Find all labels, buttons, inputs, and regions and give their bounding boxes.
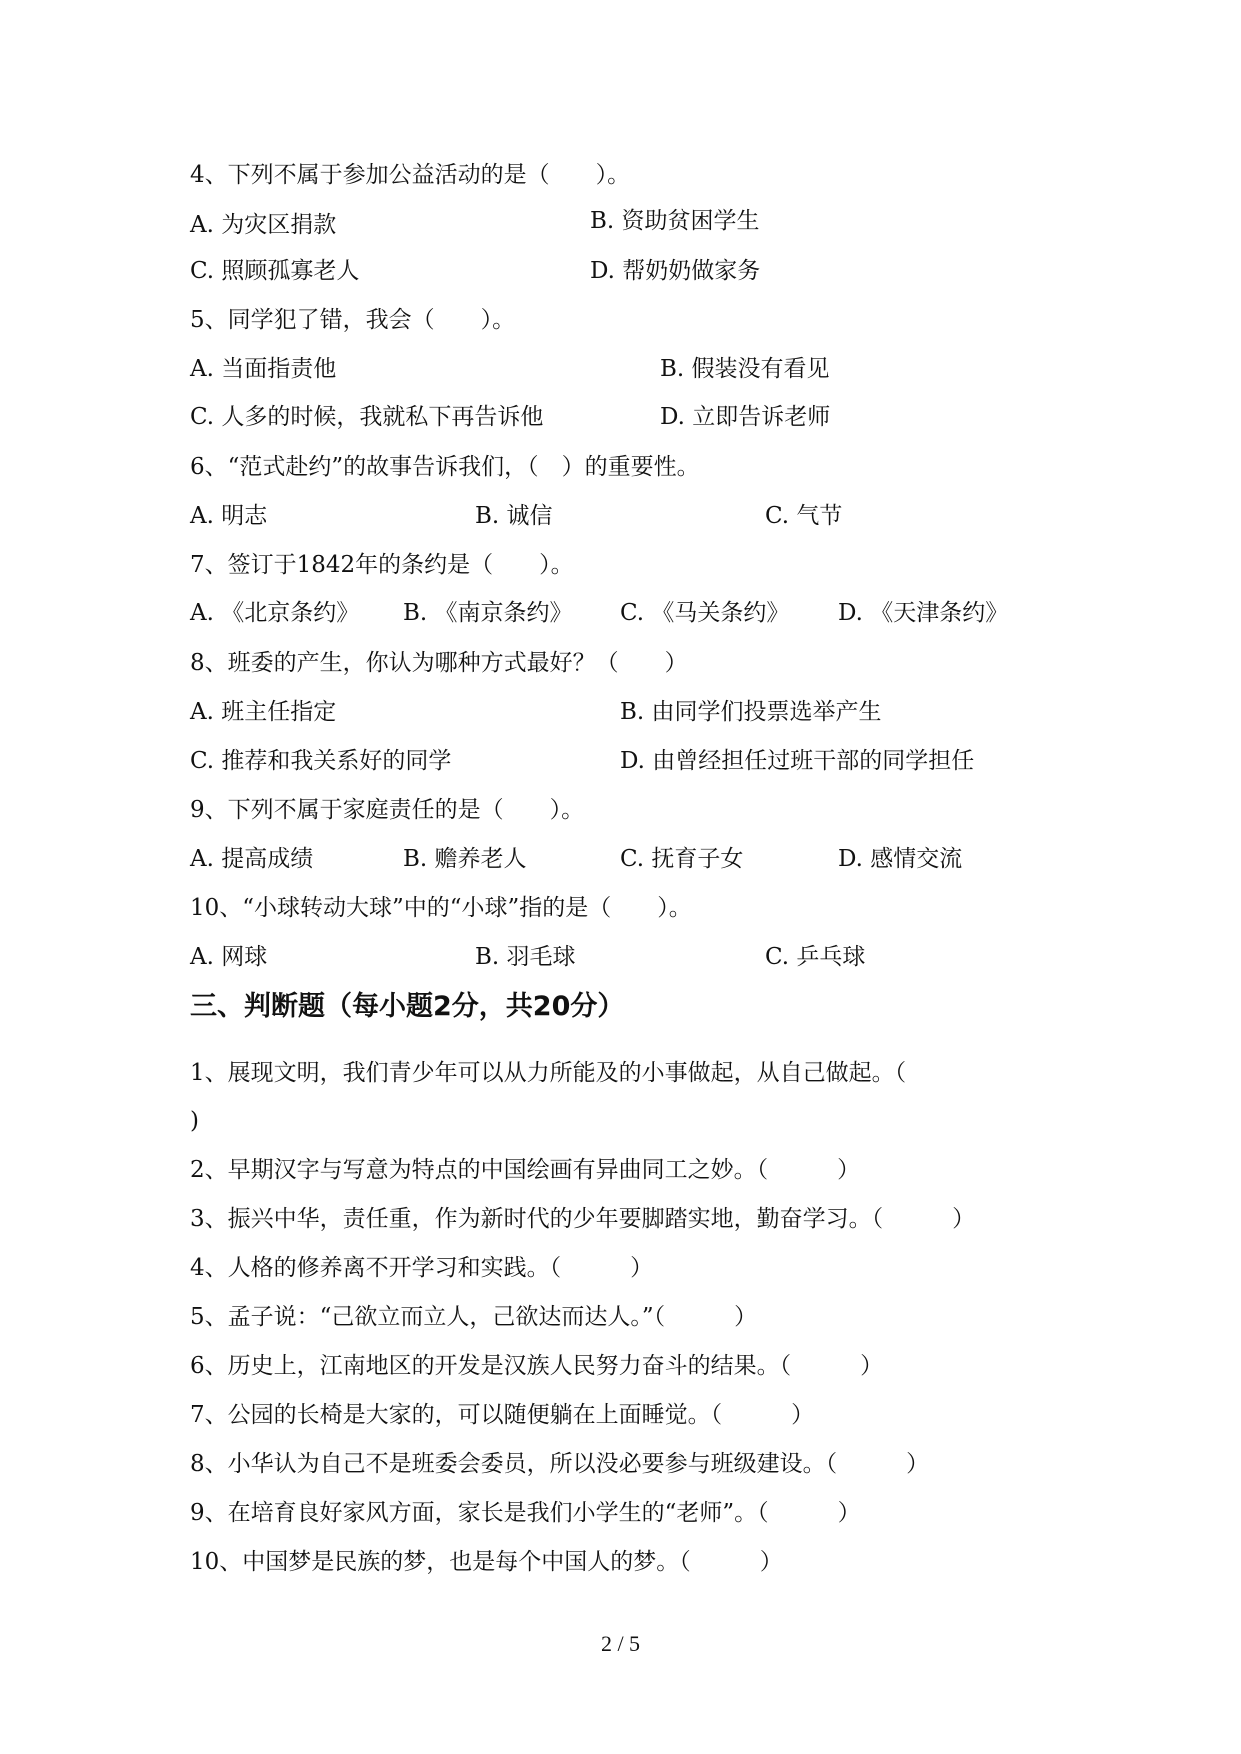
page-number: 2 / 5 xyxy=(600,1631,641,1656)
option: D. 帮奶奶做家务 xyxy=(590,258,761,284)
option: B. 资助贫困学生 xyxy=(590,208,760,234)
judgment-item: 3、振兴中华，责任重，作为新时代的少年要脚踏实地，勤奋学习。（ ） xyxy=(190,1206,976,1232)
option: A. 班主任指定 xyxy=(190,699,337,725)
question-stem: 5、同学犯了错，我会（ ）。 xyxy=(190,307,516,333)
judgment-item: 6、历史上，江南地区的开发是汉族人民努力奋斗的结果。（ ） xyxy=(190,1353,884,1379)
option: D. 感情交流 xyxy=(838,846,963,872)
option: C. 乒乓球 xyxy=(765,944,866,970)
judgment-item: 4、人格的修养离不开学习和实践。（ ） xyxy=(190,1255,654,1281)
option: B. 《南京条约》 xyxy=(403,600,573,626)
option: B. 羽毛球 xyxy=(475,944,576,970)
option: C. 气节 xyxy=(765,503,843,529)
option: D. 《天津条约》 xyxy=(838,600,1009,626)
option: D. 立即告诉老师 xyxy=(660,404,831,430)
option: D. 由曾经担任过班干部的同学担任 xyxy=(620,748,975,774)
question-stem: 10、“小球转动大球”中的“小球”指的是（ ）。 xyxy=(190,895,692,921)
judgment-item-continuation: ) xyxy=(190,1108,199,1134)
judgment-item: 7、公园的长椅是大家的，可以随便躺在上面睡觉。（ ） xyxy=(190,1402,815,1428)
judgment-item: 9、在培育良好家风方面，家长是我们小学生的“老师”。（ ） xyxy=(190,1500,861,1526)
option: A. 提高成绩 xyxy=(190,846,314,872)
judgment-item: 1、展现文明，我们青少年可以从力所能及的小事做起，从自己做起。（ xyxy=(190,1060,907,1086)
judgment-item: 8、小华认为自己不是班委会委员，所以没必要参与班级建设。（ ） xyxy=(190,1451,930,1477)
option: B. 诚信 xyxy=(475,503,553,529)
option: B. 赡养老人 xyxy=(403,846,527,872)
option: A. 当面指责他 xyxy=(190,356,337,382)
option: A. 明志 xyxy=(190,503,268,529)
question-stem: 8、班委的产生，你认为哪种方式最好？（ ） xyxy=(190,650,688,676)
option: B. 假装没有看见 xyxy=(660,356,830,382)
question-stem: 7、签订于1842年的条约是（ ）。 xyxy=(190,552,574,578)
judgment-item: 10、中国梦是民族的梦，也是每个中国人的梦。（ ） xyxy=(190,1549,783,1575)
option: B. 由同学们投票选举产生 xyxy=(620,699,882,725)
option: A. 为灾区捐款 xyxy=(190,212,337,238)
option: C. 推荐和我关系好的同学 xyxy=(190,748,452,774)
option: C. 《马关条约》 xyxy=(620,600,790,626)
option: C. 人多的时候，我就私下再告诉他 xyxy=(190,404,544,430)
option: A. 《北京条约》 xyxy=(190,600,360,626)
question-stem: 9、下列不属于家庭责任的是（ ）。 xyxy=(190,797,585,823)
option: C. 照顾孤寡老人 xyxy=(190,258,360,284)
question-stem: 4、下列不属于参加公益活动的是（ ）。 xyxy=(190,162,631,188)
question-stem: 6、“范式赴约”的故事告诉我们，（ ）的重要性。 xyxy=(190,454,700,480)
option: A. 网球 xyxy=(190,944,268,970)
judgment-item: 5、孟子说：“己欲立而立人，己欲达而达人。”（ ） xyxy=(190,1304,758,1330)
judgment-item: 2、早期汉字与写意为特点的中国绘画有异曲同工之妙。（ ） xyxy=(190,1157,861,1183)
section-heading: 三、判断题（每小题2分，共20分） xyxy=(190,991,625,1022)
option: C. 抚育子女 xyxy=(620,846,744,872)
